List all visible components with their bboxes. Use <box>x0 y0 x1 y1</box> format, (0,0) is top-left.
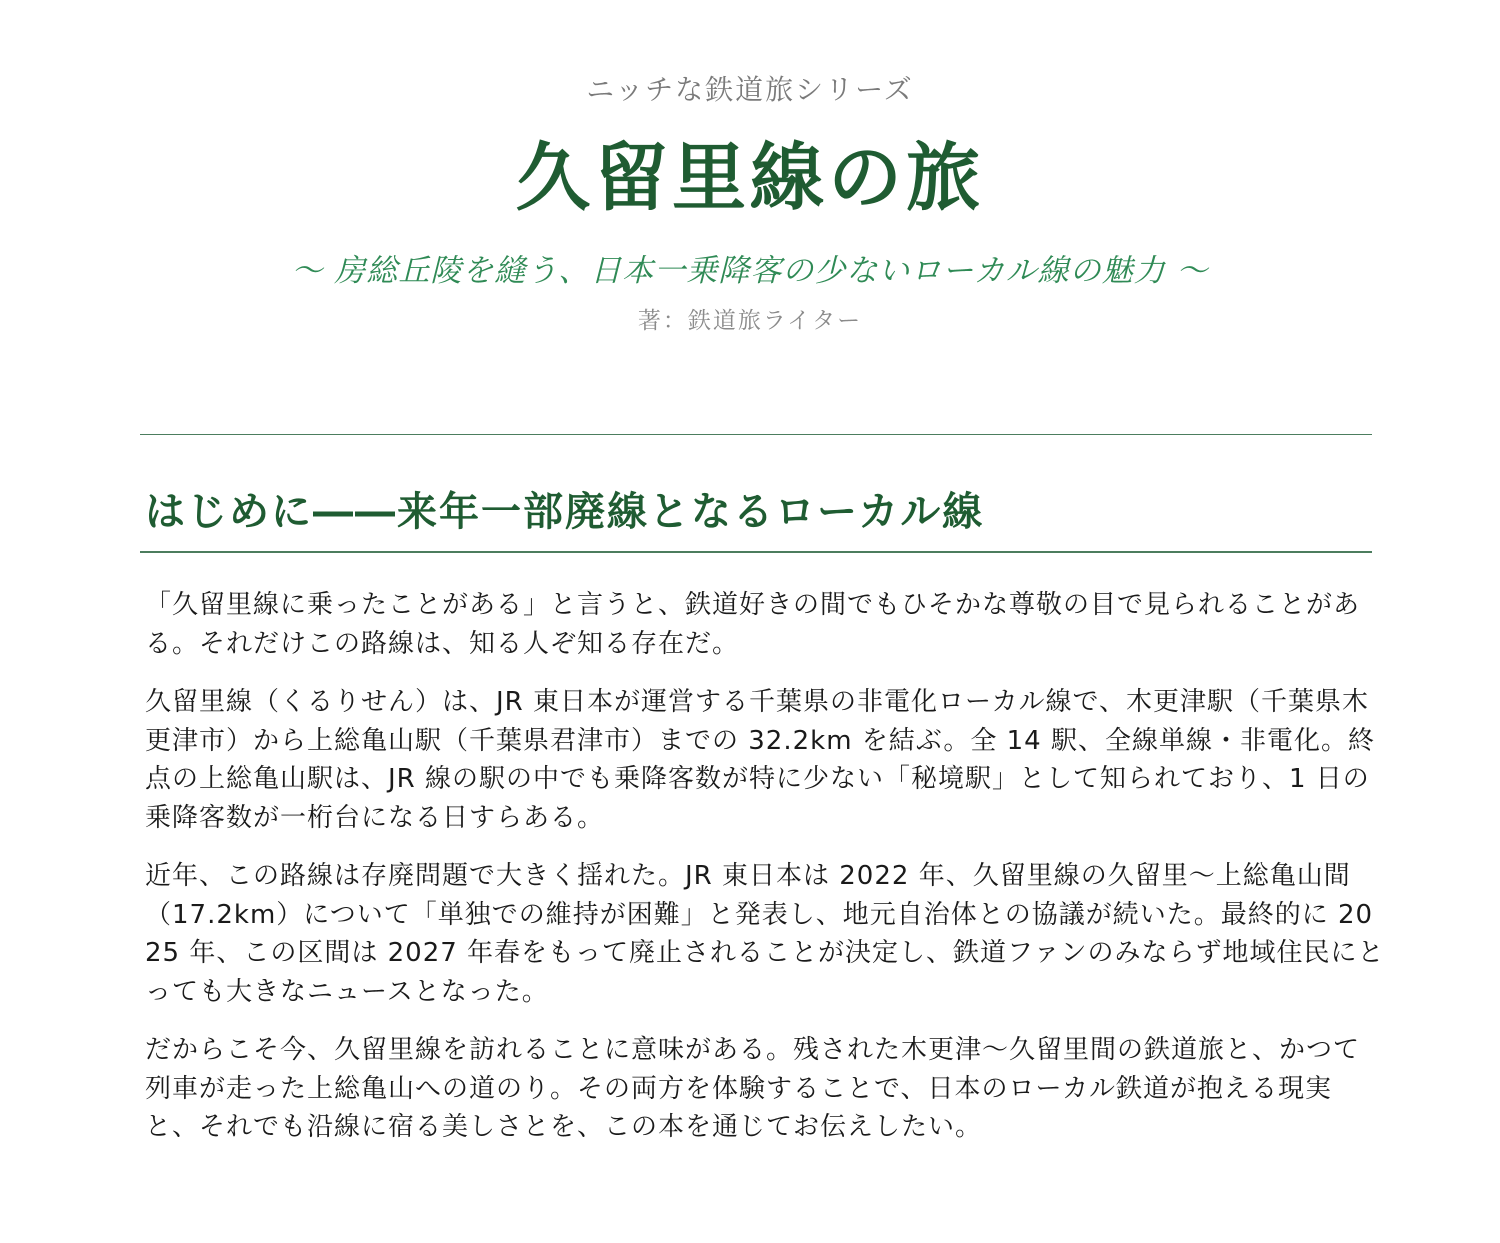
divider-line <box>140 434 1372 435</box>
section-heading: はじめに――来年一部廃線となるローカル線 <box>145 489 985 535</box>
body-text <box>145 586 1385 1167</box>
paragraph-3: 近年、この路線は存廃問題で大きく揺れた。JR 東日本は 2022 年、久留里線の久留里～上総亀山間（17.2km）について「単独での維持が困難」と発表し、地元自治体との協議が続いた。最終的に 2025 年、この区間は 2027 年春をもって廃止されることが決定し、鉄道ファンのみならず地域住民にとっても大きなニュースとなった。 <box>145 861 1385 1007</box>
heading-underline <box>140 551 1372 553</box>
paragraph-1: 「久留里線に乗ったことがある」と言うと、鉄道好きの間でもひそかな尊敬の目で見られることがある。それだけこの路線は、知る人ぞ知る存在だ。 <box>145 590 1361 659</box>
book-title: 久留里線の旅 <box>516 135 984 221</box>
paragraph-4: だからこそ今、久留里線を訪れることに意味がある。残された木更津～久留里間の鉄道旅と、かつて列車が走った上総亀山への道のり。その両方を体験することで、日本のローカル鉄道が抱える現実と、それでも沿線に宿る美しさとを、この本を通じてお伝えしたい。 <box>145 1035 1361 1142</box>
book-subtitle: ～ 房総丘陵を縫う、日本一乗降客の少ないローカル線の魅力 ～ <box>291 253 1209 289</box>
paragraph-2: 久留里線（くるりせん）は、JR 東日本が運営する千葉県の非電化ローカル線で、木更津駅（千葉県木更津市）から上総亀山駅（千葉県君津市）までの 32.2km を結ぶ。全 14 駅、全線単線・非電化。終点の上総亀山駅は、JR 線の駅の中でも乗降客数が特に少ない「秘境駅」として知られており、1 日の乗降客数が一桁台になる日すらある。 <box>145 687 1375 833</box>
series-label: ニッチな鉄道旅シリーズ <box>586 73 914 106</box>
author-credit: 著：鉄道旅ライター <box>637 308 863 334</box>
